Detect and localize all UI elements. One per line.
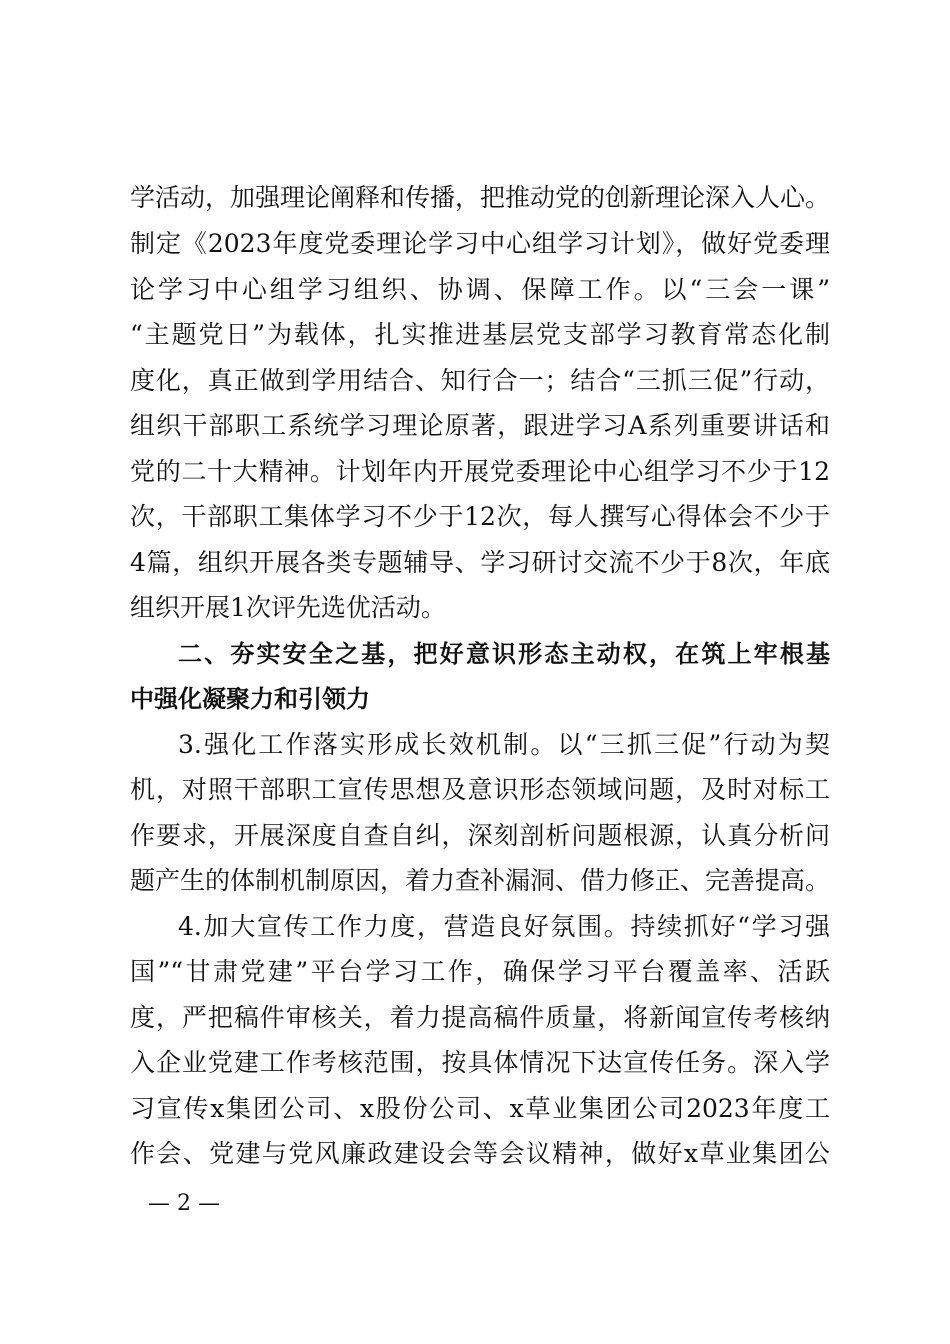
paragraph-1-line-10: 组织开展1次评先选优活动。	[130, 593, 446, 622]
paragraph-1-line-5: 度化，真正做到学用结合、知行合一；结合“三抓三促”行动，	[130, 366, 830, 395]
page-number: — 2 —	[148, 1191, 220, 1216]
paragraph-4-line-1: 4.加大宣传工作力度，营造良好氛围。持续抓好“学习强	[178, 912, 830, 941]
paragraph-1-line-2: 制定《2023年度党委理论学习中心组学习计划》，做好党委理	[130, 229, 830, 258]
paragraph-3-line-1: 3.强化工作落实形成长效机制。以“三抓三促”行动为契	[178, 730, 830, 759]
paragraph-1-line-4: “主题党日”为载体，扎实推进基层党支部学习教育常态化制	[130, 320, 830, 349]
paragraph-4-line-2: 国”“甘肃党建”平台学习工作，确保学习平台覆盖率、活跃	[130, 957, 830, 986]
section-heading-line-2: 中强化凝聚力和引领力	[130, 685, 370, 713]
paragraph-4-line-3: 度，严把稿件审核关，着力提高稿件质量，将新闻宣传考核纳	[130, 1003, 830, 1032]
section-heading-line-1: 二、夯实安全之基，把好意识形态主动权，在筑上牢根基	[178, 640, 830, 668]
paragraph-1-line-7: 党的二十大精神。计划年内开展党委理论中心组学习不少于12	[130, 457, 830, 486]
paragraph-4-line-6: 作会、党建与党风廉政建设会等会议精神，做好x草业集团公	[130, 1139, 830, 1168]
paragraph-1-line-9: 4篇，组织开展各类专题辅导、学习研讨交流不少于8次，年底	[130, 548, 830, 577]
paragraph-1-line-3: 论学习中心组学习组织、协调、保障工作。以“三会一课”	[130, 275, 830, 304]
paragraph-3-line-4: 题产生的体制机制原因，着力查补漏洞、借力修正、完善提高。	[130, 866, 831, 895]
paragraph-1-line-1: 学活动，加强理论阐释和传播，把推动党的创新理论深入人心。	[130, 183, 831, 212]
paragraph-1-line-8: 次，干部职工集体学习不少于12次，每人撰写心得体会不少于	[130, 502, 830, 531]
paragraph-4-line-5: 习宣传x集团公司、x股份公司、x草业集团公司2023年度工	[130, 1094, 830, 1123]
paragraph-3-line-2: 机，对照干部职工宣传思想及意识形态领域问题，及时对标工	[130, 775, 830, 804]
paragraph-4-line-4: 入企业党建工作考核范围，按具体情况下达宣传任务。深入学	[130, 1048, 830, 1077]
paragraph-3-line-3: 作要求，开展深度自查自纠，深刻剖析问题根源，认真分析问	[130, 821, 830, 850]
paragraph-1-line-6: 组织干部职工系统学习理论原著，跟进学习A系列重要讲话和	[130, 411, 830, 440]
